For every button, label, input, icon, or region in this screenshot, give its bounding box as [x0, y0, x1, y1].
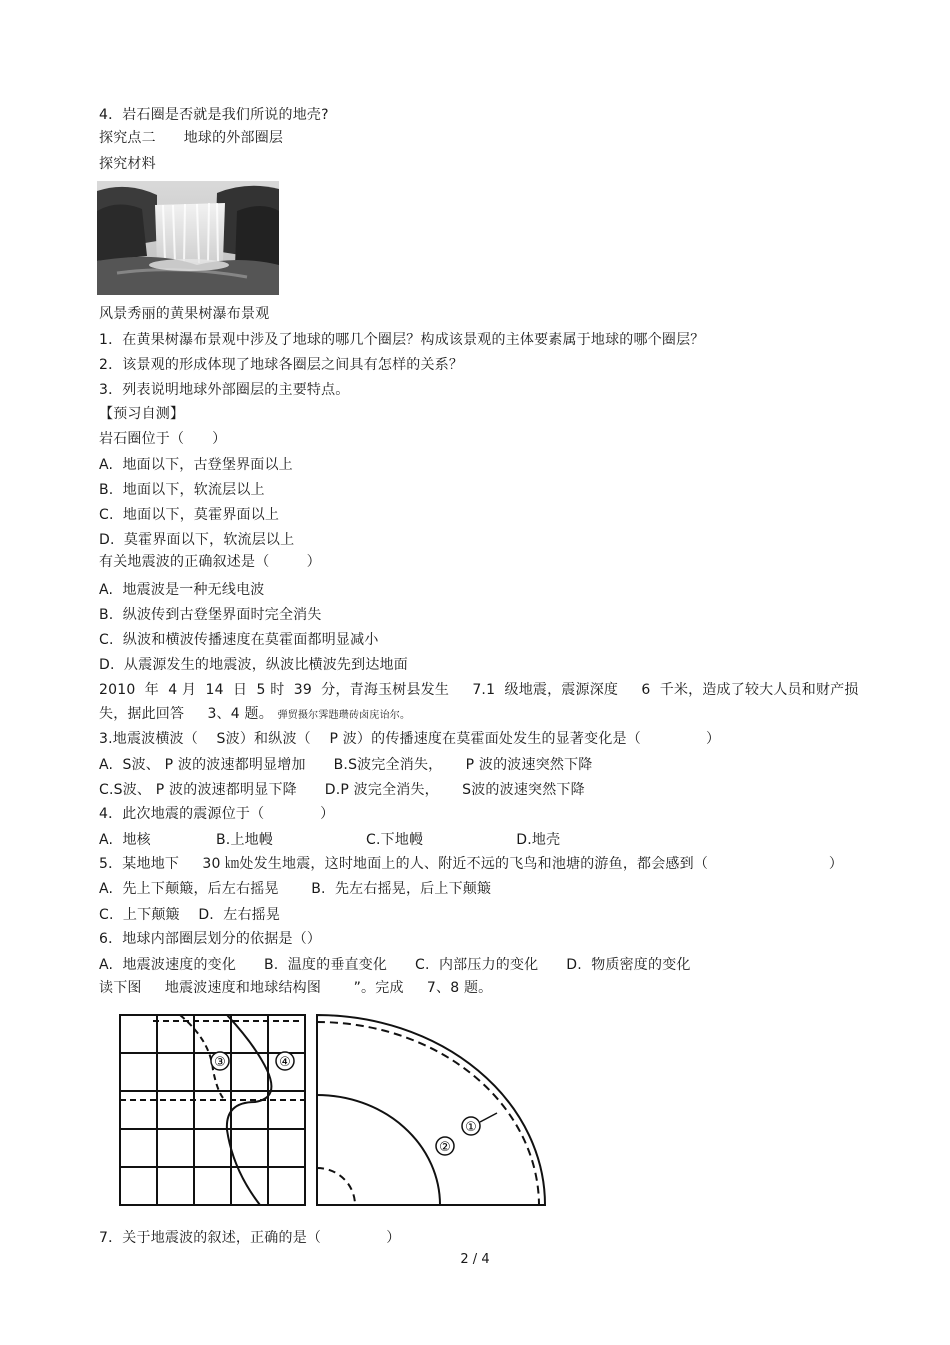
earth-quarter-section: [317, 1015, 545, 1205]
inner-core-dashed-arc: [317, 1168, 355, 1205]
page-number: 2 / 4: [460, 1252, 490, 1267]
q3-options-ab: A. S波、 P 波的波速都明显增加 B.S波完全消失， P 波的波速突然下降: [99, 757, 593, 773]
q3-options-cd: C.S波、 P 波的波速都明显下降 D.P 波完全消失， S波的波速突然下降: [99, 782, 585, 798]
label-1: ①: [465, 1120, 477, 1135]
wave-speed-grid: [120, 1015, 305, 1205]
mc2-option-b: B. 纵波传到古登堡界面时完全消失: [99, 607, 322, 623]
mc1-option-d: D. 莫霍界面以下，软流层以上: [99, 532, 295, 548]
mc1-stem: 岩石圈位于（ ）: [99, 431, 227, 447]
figure-instruction: 读下图 地震波速度和地球结构图 ”。完成 7、8 题。: [99, 980, 493, 996]
section-heading-outer-spheres: 探究点二 地球的外部圈层: [99, 130, 284, 146]
earthquake-context-text: 失，据此回答 3、4 题。: [99, 706, 273, 722]
garbled-note: 弾贸摄尔霁韪瓒砖卤庑诒尔。: [277, 710, 411, 721]
label-4: ④: [279, 1055, 291, 1070]
material-heading: 探究材料: [99, 156, 156, 172]
seismic-wave-earth-structure-diagram: [115, 1010, 550, 1210]
waterfall-photo: [97, 181, 279, 295]
q5-stem: 5．某地地下 30 ㎞处发生地震，这时地面上的人、附近不远的飞鸟和池塘的游鱼，都会感到（ ）: [99, 856, 844, 872]
mc2-stem: 有关地震波的正确叙述是（ ）: [99, 554, 321, 570]
earthquake-context-line1: 2010 年 4 月 14 日 5 时 39 分，青海玉树县发生 7.1 级地震，震源深度 6 千米，造成了较大人员和财产损: [99, 682, 859, 698]
mc1-option-b: B. 地面以下，软流层以上: [99, 482, 265, 498]
question-4-rock-sphere: 4．岩石圈是否就是我们所说的地壳?: [99, 107, 329, 123]
q6-stem: 6．地球内部圈层划分的依据是（）: [99, 931, 322, 947]
q4-options: A. 地核 B.上地幔 C.下地幔 D.地壳: [99, 832, 561, 848]
label-3: ③: [214, 1055, 226, 1070]
mantle-core-boundary-arc: [317, 1095, 440, 1205]
mc2-option-a: A. 地震波是一种无线电波: [99, 582, 265, 598]
photo-caption: 风景秀丽的黄果树瀑布景观: [99, 306, 270, 322]
q4-stem: 4．此次地震的震源位于（ ）: [99, 806, 335, 822]
earthquake-context-line2: [99, 705, 410, 725]
q5-options-ab: A. 先上下颠簸，后左右摇晃 B. 先左右摇晃，后上下颠簸: [99, 881, 492, 897]
question-3-table: 3．列表说明地球外部圈层的主要特点。: [99, 382, 350, 398]
q7-stem: 7．关于地震波的叙述，正确的是（ ）: [99, 1230, 401, 1246]
question-2-relationship: 2．该景观的形成体现了地球各圈层之间具有怎样的关系？: [99, 357, 464, 373]
p-wave-curve: [227, 1015, 272, 1205]
mc1-option-c: C. 地面以下，莫霍界面以上: [99, 507, 280, 523]
mc1-option-a: A. 地面以下，古登堡界面以上: [99, 457, 293, 473]
question-1-spheres: 1．在黄果树瀑布景观中涉及了地球的哪几个圈层？构成该景观的主体要素属于地球的哪个圈层？: [99, 332, 705, 348]
crust-boundary-dashed-arc: [317, 1022, 539, 1205]
mc2-option-d: D. 从震源发生的地震波，纵波比横波先到达地面: [99, 657, 408, 673]
q6-options: A. 地震波速度的变化 B. 温度的垂直变化 C. 内部压力的变化 D. 物质密度的变化: [99, 957, 691, 973]
q5-options-cd: C. 上下颠簸 D. 左右摇晃: [99, 907, 281, 923]
self-test-heading: 【预习自测】: [99, 406, 185, 422]
mc2-option-c: C. 纵波和横波传播速度在莫霍面都明显减小: [99, 632, 379, 648]
q3-stem: 3.地震波横波（ S波）和纵波（ P 波）的传播速度在莫霍面处发生的显著变化是（ ）: [99, 731, 721, 747]
label-2: ②: [439, 1140, 451, 1155]
